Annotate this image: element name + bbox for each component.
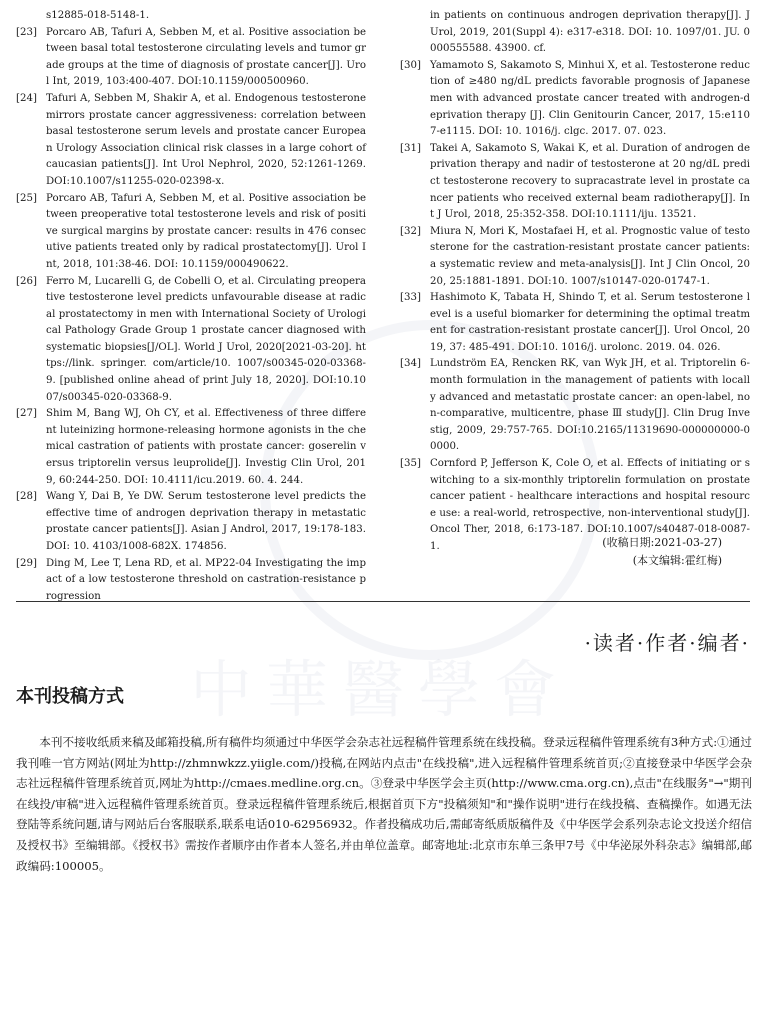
reference-30: [30] Yamamoto S, Sakamoto S, Minhui X, et al. Testosterone reduction of ≥480 ng/dL predicts favorable prognosis of Japanese men with advanced prostate cancer treated with androgen-deprivation therapy [J]. Clin Genitourin Cancer, 2017, 15:e1107-e1115. DOI: 10. 1016/j. clgc. 2017. 07. 023. xyxy=(400,59,750,138)
reference-28: [28] Wang Y, Dai B, Ye DW. Serum testosterone level predicts the effective time of androgen deprivation therapy in metastatic prostate cancer patients[J]. Asian J Androl, 2017, 19:178-183. DOI: 10. 4103/1008-682X. 174856. xyxy=(16,491,366,552)
reference-23: [23] Porcaro AB, Tafuri A, Sebben M, et al. Positive association between basal total testosterone circulating levels and tumor grade groups at the time of diagnosis of prostate cancer[J]. Urol Int, 2019, 103:400-407. DOI:10.1159/000500960. xyxy=(16,26,366,88)
reference-35: [35] Cornford P, Jefferson K, Cole O, et al. Effects of initiating or switching to a six-monthly triptorelin formulation on prostate cancer patient - healthcare interactions and hospital resource use: a real-world, retrospective, non-interventional study[J]. Oncol Ther, 2018, 6:173-187. DOI:10.1007/s40487-018-0087-1. xyxy=(400,458,750,552)
journal-name-watermark: 中華醫學會 xyxy=(190,653,571,726)
received-date-block xyxy=(400,534,722,570)
received-date: (收稿日期:2021-03-27) xyxy=(602,536,722,549)
reference-34: [34] Lundström EA, Rencken RK, van Wyk JH, et al. Triptorelin 6-month formulation in the management of patients with locally advanced and metastatic prostate cancer: an open-label, non-comparative, multicentre, phase Ⅲ study[J]. Clin Drug Investig, 2009, 29:757-765. DOI:10.2165/11319690-000000000-00000. xyxy=(400,358,750,453)
reference-26: [26] Ferro M, Lucarelli G, de Cobelli O, et al. Circulating preoperative testosterone level predicts unfavourable disease at radical prostatectomy in men with International Society of Urological Pathology Grade Group 1 prostate cancer diagnosed with systematic biopsies[J/OL]. World J Urol, 2020[2021-03-20]. https://link. springer. com/article/10. 1007/s00345-020-03368-9. [published online ahead of print July 18, 2020]. DOI:10.1007/s00345-020-03368-9. xyxy=(16,275,366,403)
article-editor: (本文编辑:霍红梅) xyxy=(632,554,722,567)
reference-22-continued: s12885-018-5148-1. xyxy=(46,10,150,21)
reference-29: [29] Ding M, Lee T, Lena RD, et al. MP22-04 Investigating the impact of a low testosterone threshold on castration-resistance progression xyxy=(16,557,366,602)
reference-27: [27] Shim M, Bang WJ, Oh CY, et al. Effectiveness of three different luteinizing hormone-releasing hormone agonists in the chemical castration of patients with prostate cancer: goserelin versus triptorelin versus leuprolide[J]. Investig Clin Urol, 2019, 60:244-250. DOI: 10.4111/icu.2019. 60. 4. 244. xyxy=(16,408,366,486)
reference-24: [24] Tafuri A, Sebben M, Shakir A, et al. Endogenous testosterone mirrors prostate cancer aggressiveness: correlation between basal testosterone serum levels and prostate cancer European Urology Association clinical risk classes in a large cohort of caucasian patients[J]. Int Urol Nephrol, 2020, 52:1261-1269. DOI:10.1007/s11255-020-02398-x. xyxy=(16,92,366,187)
section-title: 本刊投稿方式 xyxy=(16,686,124,707)
reference-32: [32] Miura N, Mori K, Mostafaei H, et al. Prognostic value of testosterone for the castration-resistant prostate cancer patients: a systematic review and meta-analysis[J]. Int J Clin Oncol, 2020, 25:1881-1891. DOI:10. 1007/s10147-020-01747-1. xyxy=(400,225,750,287)
reference-29-continued: in patients on continuous androgen deprivation therapy[J]. J Urol, 2019, 201(Suppl 4): e317-e318. DOI: 10. 1097/01. JU. 0000555588. 43900. cf. xyxy=(430,10,750,55)
section-divider xyxy=(16,601,750,602)
reference-33: [33] Hashimoto K, Tabata H, Shindo T, et al. Serum testosterone level is a useful biomarker for determining the optimal treatment for castration-resistant prostate cancer[J]. Urol Oncol, 2019, 37: 485-491. DOI:10. 1016/j. urolonc. 2019. 04. 026. xyxy=(400,292,750,353)
column-heading: ·读者·作者·编者· xyxy=(584,631,750,655)
reference-25: [25] Porcaro AB, Tafuri A, Sebben M, et al. Positive association between preoperative total testosterone levels and risk of positive surgical margins by prostate cancer: results in 476 consecutive patients treated only by radical prostatectomy[J]. Urol Int, 2018, 101:38-46. DOI: 10.1159/000490622. xyxy=(16,192,366,270)
references-right-column xyxy=(400,8,750,556)
submission-instructions-paragraph: 本刊不接收纸质来稿及邮箱投稿,所有稿件均须通过中华医学会杂志社远程稿件管理系统在线投稿。登录远程稿件管理系统有3种方式:①通过我刊唯一官方网站(网址为http://zhmnwkzz.yiigle.com/)投稿,在网站内点击"在线投稿",进入远程稿件管理系统首页;②直接登录中华医学会杂志社远程稿件管理系统首页,网址为http://cmaes.medline.org.cn。③登录中华医学会主页(http://www.cma.org.cn),点击"在线服务"→"期刊在线投/审稿"进入远程稿件管理系统首页。登录远程稿件管理系统后,根据首页下方"投稿须知"和"操作说明"进行在线投稿、查稿操作。如遇无法登陆等系统问题,请与网站后台客服联系,联系电话010-62956932。作者投稿成功后,需邮寄纸质版稿件及《中华医学会系列杂志论文投送介绍信及授权书》至编辑部。《授权书》需按作者顺序由作者本人签名,并由单位盖章。邮寄地址:北京市东单三条甲7号《中华泌尿外科杂志》编辑部,邮政编码:100005。 xyxy=(16,735,752,873)
reference-31: [31] Takei A, Sakamoto S, Wakai K, et al. Duration of androgen deprivation therapy and nadir of testosterone at 20 ng/dL predict testosterone recovery to supracastrate level in prostate cancer patients who received external beam radiotherapy[J]. Int J Urol, 2018, 25:352-358. DOI:10.1111/iju. 13521. xyxy=(400,142,750,221)
references-left-column xyxy=(16,8,366,605)
